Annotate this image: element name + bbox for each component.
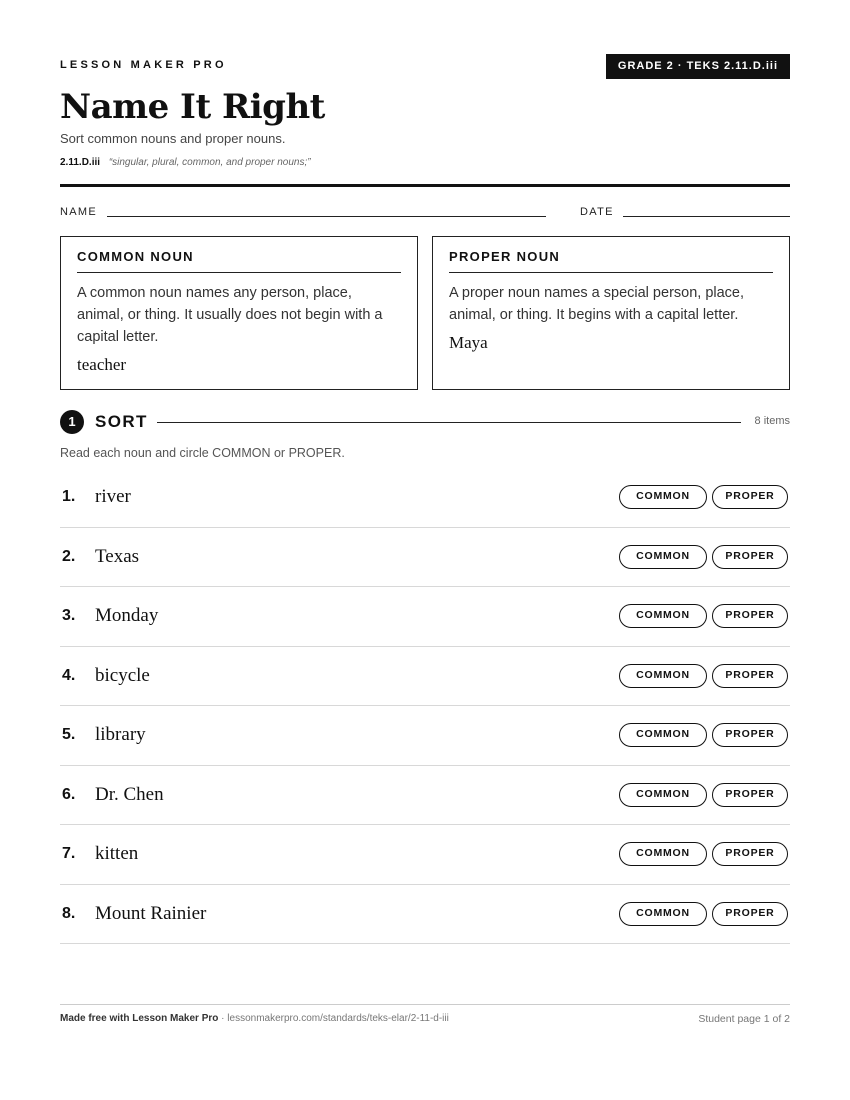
list-item	[60, 647, 790, 707]
item-number: 5.	[62, 726, 76, 743]
definition-text: A common noun names any person, place, animal, or thing. It usually does not begin with a capital letter.	[77, 285, 383, 345]
item-number: 4.	[62, 666, 76, 684]
name-field[interactable]	[107, 216, 546, 217]
proper-option[interactable]: PROPER	[712, 842, 788, 866]
footer-credit	[60, 1013, 449, 1024]
grade-badge: GRADE 2 · TEKS 2.11.D.iii	[606, 54, 790, 79]
footer-separator: ·	[218, 1013, 228, 1024]
proper-option[interactable]: PROPER	[712, 664, 788, 688]
item-word: bicycle	[95, 664, 150, 686]
proper-option[interactable]: PROPER	[712, 545, 788, 569]
list-item	[60, 528, 790, 588]
section-number-badge: 1	[60, 410, 84, 434]
item-word: Dr. Chen	[95, 783, 164, 805]
definition-heading: PROPER NOUN	[449, 249, 773, 273]
noun-list	[60, 468, 790, 944]
footer-url[interactable]: lessonmakerpro.com/standards/teks-elar/2-11-d-iii	[227, 1013, 449, 1024]
brand-name: LESSON MAKER PRO	[60, 59, 227, 71]
proper-option[interactable]: PROPER	[712, 723, 788, 747]
item-number: 6.	[62, 785, 76, 803]
footer-made-with: Made free with Lesson Maker Pro	[60, 1013, 219, 1024]
common-option[interactable]: COMMON	[619, 485, 707, 509]
proper-option[interactable]: PROPER	[712, 902, 788, 926]
definition-example: Maya	[449, 333, 488, 352]
header-divider	[60, 184, 790, 187]
common-option[interactable]: COMMON	[619, 842, 707, 866]
worksheet-page	[60, 0, 790, 1100]
common-option[interactable]: COMMON	[619, 604, 707, 628]
common-noun-definition-box	[60, 236, 418, 390]
common-option[interactable]: COMMON	[619, 783, 707, 807]
standard-reference	[60, 157, 311, 168]
definition-example: teacher	[77, 355, 127, 374]
date-field[interactable]	[623, 216, 790, 217]
item-word: river	[95, 486, 131, 507]
proper-noun-definition-box	[432, 236, 790, 390]
common-option[interactable]: COMMON	[619, 664, 707, 688]
list-item	[60, 587, 790, 647]
footer-page-number: Student page 1 of 2	[698, 1013, 790, 1025]
common-option[interactable]: COMMON	[619, 902, 707, 926]
footer-divider	[60, 1004, 790, 1005]
page-title: Name It Right	[60, 87, 325, 127]
proper-option[interactable]: PROPER	[712, 485, 788, 509]
proper-option[interactable]: PROPER	[712, 604, 788, 628]
list-item	[60, 825, 790, 885]
definition-text: A proper noun names a special person, place, animal, or thing. It begins with a capital letter.	[449, 285, 745, 323]
name-label: NAME	[60, 206, 97, 218]
section-divider	[157, 422, 741, 423]
standard-code: 2.11.D.iii	[60, 157, 101, 168]
common-option[interactable]: COMMON	[619, 723, 707, 747]
definition-heading: COMMON NOUN	[77, 249, 401, 273]
item-number: 1.	[62, 488, 76, 505]
item-word: Monday	[95, 605, 159, 626]
common-option[interactable]: COMMON	[619, 545, 707, 569]
item-word: kitten	[95, 843, 139, 864]
item-count: 8 items	[754, 415, 790, 427]
item-number: 8.	[62, 904, 76, 922]
list-item	[60, 766, 790, 826]
item-word: Mount Rainier	[95, 902, 207, 924]
item-number: 7.	[62, 845, 76, 862]
proper-option[interactable]: PROPER	[712, 783, 788, 807]
page-subtitle: Sort common nouns and proper nouns.	[60, 131, 286, 146]
section-instructions: Read each noun and circle COMMON or PROPER.	[60, 446, 345, 460]
item-number: 2.	[62, 547, 76, 565]
item-word: library	[95, 724, 146, 745]
section-title: SORT	[95, 412, 148, 431]
list-item	[60, 468, 790, 528]
item-word: Texas	[95, 545, 140, 567]
list-item	[60, 885, 790, 945]
list-item	[60, 706, 790, 766]
date-label: DATE	[580, 206, 614, 218]
item-number: 3.	[62, 607, 76, 624]
standard-quote: “singular, plural, common, and proper nouns;”	[108, 157, 311, 168]
